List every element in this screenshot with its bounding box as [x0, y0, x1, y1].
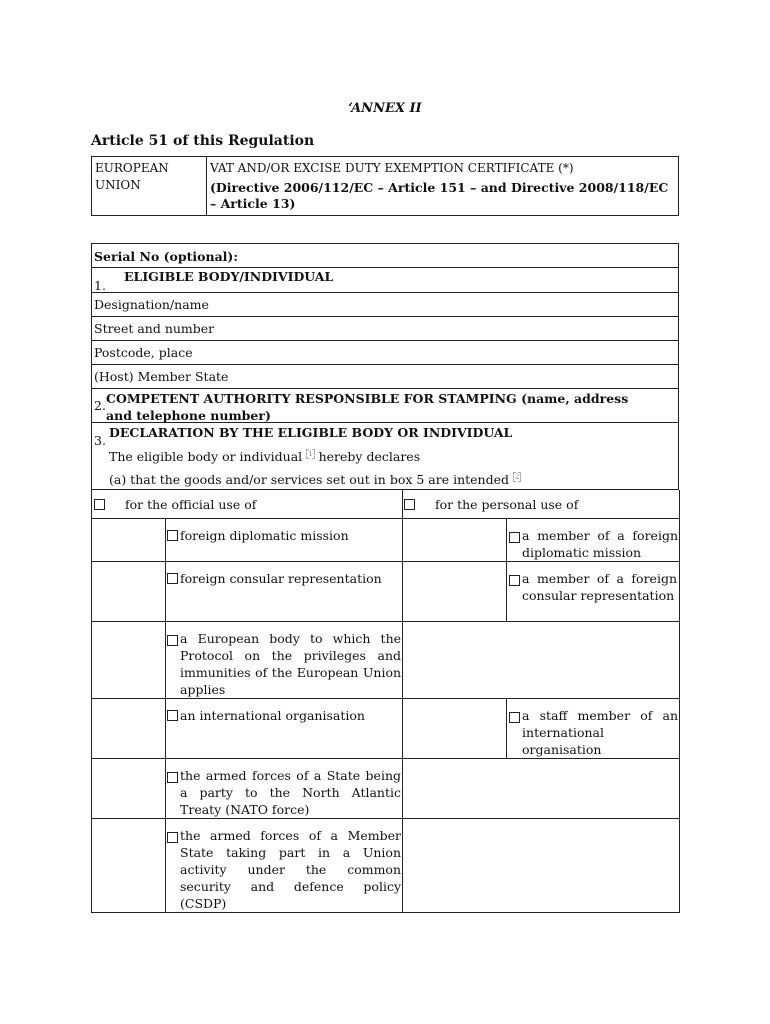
section-3-row [91, 422, 679, 490]
staff-member-wrap [509, 707, 678, 758]
serial-number-label: Serial No (optional): [94, 249, 238, 264]
international-organisation-checkbox[interactable] [167, 710, 178, 721]
option-consular-representation[interactable] [166, 561, 403, 621]
blank-cell [92, 621, 166, 698]
option-international-organisation[interactable] [166, 698, 403, 758]
blank-cell [92, 758, 166, 818]
street-field[interactable] [91, 316, 679, 340]
option-member-diplomatic[interactable] [507, 518, 680, 561]
annex-title: ‘ANNEX II [348, 101, 422, 116]
section-3-number: 3. [94, 433, 106, 448]
certificate-title-cell [207, 157, 679, 216]
nato-force-checkbox[interactable] [167, 772, 178, 783]
postcode-field[interactable] [91, 340, 679, 364]
blank-cell [403, 561, 507, 621]
member-diplomatic-wrap [509, 527, 678, 561]
european-body-wrap [167, 630, 401, 698]
european-body-label: a European body to which the Protocol on the privileges and immunities of the European Union applies [180, 630, 402, 697]
official-use-cell[interactable] [92, 490, 403, 518]
blank-cell [92, 518, 166, 561]
member-consular-label: a member of a foreign consular representation [522, 570, 678, 603]
consular-representation-checkbox[interactable] [167, 573, 178, 584]
option-diplomatic-mission[interactable] [166, 518, 403, 561]
member-diplomatic-label: a member of a foreign diplomatic mission [522, 527, 679, 560]
goods-intended-text: (a) that the goods and/or services set out in box 5 are intended [109, 472, 510, 487]
personal-use-cell[interactable] [403, 490, 680, 518]
official-use-checkbox[interactable] [94, 499, 105, 510]
european-body-checkbox[interactable] [167, 635, 178, 646]
member-consular-wrap [509, 570, 678, 604]
postcode-label: Postcode, place [94, 345, 193, 360]
member-diplomatic-checkbox[interactable] [509, 532, 520, 543]
section-2-row[interactable] [91, 388, 679, 422]
section-1-heading [91, 267, 679, 292]
section-3-title: DECLARATION BY THE ELIGIBLE BODY OR INDIVIDUAL [109, 425, 513, 440]
certificate-form [91, 243, 679, 913]
diplomatic-mission-checkbox[interactable] [167, 530, 178, 541]
option-csdp-force[interactable] [166, 818, 403, 912]
certificate-title: VAT AND/OR EXCISE DUTY EXEMPTION CERTIFICATE (*) [210, 161, 574, 175]
serial-number-row[interactable] [91, 243, 679, 267]
street-label: Street and number [94, 321, 215, 336]
blank-cell [92, 561, 166, 621]
personal-use-label: for the personal use of [435, 497, 579, 512]
option-nato-force[interactable] [166, 758, 403, 818]
nato-force-label: the armed forces of a State being a party to the North Atlantic Treaty (NATO force) [180, 767, 402, 817]
section-1-title: ELIGIBLE BODY/INDIVIDUAL [124, 269, 334, 284]
footnote-1-marker[interactable]: 1 [308, 449, 313, 458]
eu-label-line1: EUROPEAN [95, 161, 169, 175]
declaration-text-end: hereby declares [318, 449, 421, 464]
blank-cell [403, 621, 680, 698]
option-member-consular[interactable] [507, 561, 680, 621]
option-european-body[interactable] [166, 621, 403, 698]
blank-cell [92, 698, 166, 758]
certificate-header-table [91, 156, 679, 216]
designation-field[interactable] [91, 292, 679, 316]
diplomatic-mission-label: foreign diplomatic mission [180, 527, 349, 543]
csdp-force-label: the armed forces of a Member State taking part in a Union activity under the common security and defence policy (CSDP) [180, 827, 402, 911]
official-use-label: for the official use of [124, 497, 257, 512]
member-consular-checkbox[interactable] [509, 575, 520, 586]
personal-use-checkbox[interactable] [404, 499, 415, 510]
consular-representation-label: foreign consular representation [180, 570, 382, 586]
blank-cell [403, 818, 680, 912]
use-options-table [91, 490, 680, 913]
designation-label: Designation/name [94, 297, 209, 312]
blank-cell [92, 818, 166, 912]
footnote-2-marker[interactable]: 2 [515, 472, 520, 481]
blank-cell [403, 758, 680, 818]
csdp-force-wrap [167, 827, 401, 912]
declaration-text: The eligible body or individual [109, 449, 303, 464]
directive-reference: (Directive 2006/112/EC – Article 151 – and Directive 2008/118/EC – Article 13) [210, 180, 669, 211]
nato-force-wrap [167, 767, 401, 818]
eu-label-cell [92, 157, 207, 216]
goods-intended-line [109, 472, 521, 487]
option-staff-member[interactable] [507, 698, 680, 758]
eu-label-line2: UNION [95, 178, 141, 192]
csdp-force-checkbox[interactable] [167, 832, 178, 843]
article-heading: Article 51 of this Regulation [91, 133, 315, 149]
staff-member-checkbox[interactable] [509, 712, 520, 723]
section-1-number: 1. [94, 278, 106, 293]
blank-cell [403, 518, 507, 561]
section-2-number: 2. [94, 398, 106, 413]
declaration-line [109, 449, 420, 464]
blank-cell [403, 698, 507, 758]
section-2-title: COMPETENT AUTHORITY RESPONSIBLE FOR STAMPING (name, address and telephone number) [106, 391, 629, 423]
member-state-label: (Host) Member State [94, 369, 229, 384]
member-state-field[interactable] [91, 364, 679, 388]
staff-member-label: a staff member of an international organisation [522, 707, 679, 757]
international-organisation-label: an international organisation [180, 707, 365, 723]
